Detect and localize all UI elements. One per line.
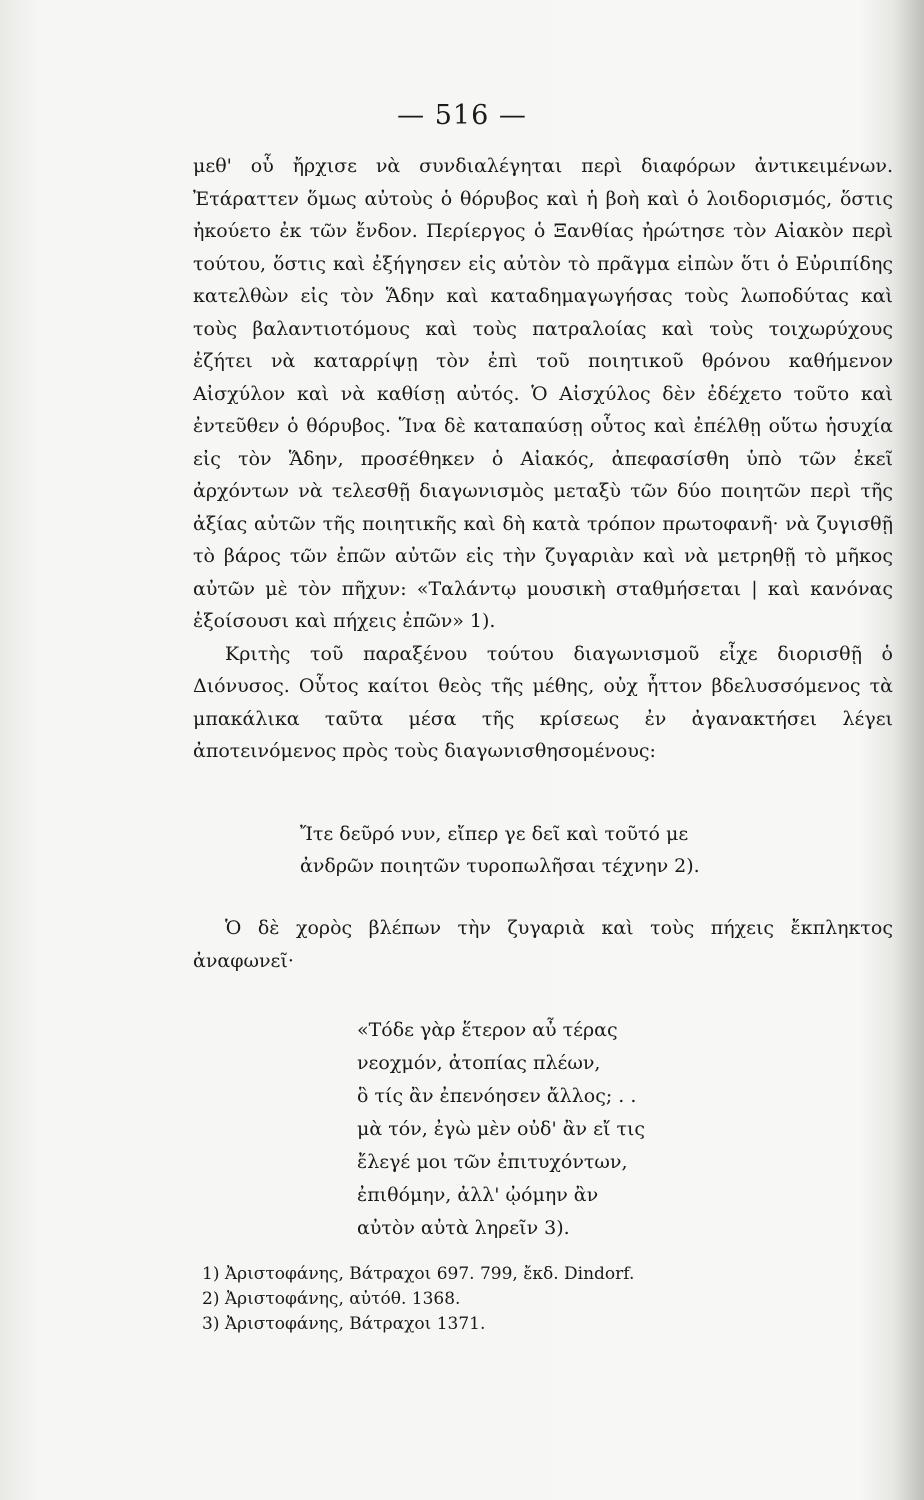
ode-line: νεοχμόν, ἀτοπίας πλέων, (357, 1052, 601, 1074)
footnote-1: 1) Ἀριστοφάνης, Βάτραχοι 697. 799, ἔκδ. Dindorf. (202, 1264, 635, 1284)
verse-line: Ἴτε δεῦρό νυν, εἴπερ γε δεῖ καὶ τοῦτό με (300, 823, 689, 845)
ode-line: μὰ τόν, ἐγὼ μὲν οὐδ' ἂν εἴ τις (357, 1118, 646, 1140)
ode-line: ὃ τίς ἂν ἐπενόησεν ἄλλος; . . (357, 1085, 637, 1107)
ode-line: «Τόδε γὰρ ἕτερον αὖ τέρας (357, 1019, 618, 1041)
chorus-paragraph: Ὁ δὲ χορὸς βλέπων τὴν ζυγαριὰ καὶ τοὺς πήχεις ἔκπληκτος ἀναφωνεῖ· (193, 917, 893, 972)
verse-line: ἀνδρῶν ποιητῶν τυροπωλῆσαι τέχνην 2). (300, 855, 700, 877)
page-number: — 516 — (397, 100, 527, 131)
ode-line: αὐτὸν αὐτὰ ληρεῖν 3). (357, 1217, 570, 1239)
footnote-2: 2) Ἀριστοφάνης, αὐτόθ. 1368. (202, 1289, 461, 1309)
page-edge-shadow (894, 0, 924, 1500)
ode-line: ἔλεγέ μοι τῶν ἐπιτυχόντων, (357, 1151, 628, 1173)
footnotes (202, 1262, 634, 1337)
paragraph-2: Κριτὴς τοῦ παραξένου τούτου διαγωνισμοῦ εἶχε διορισθῇ ὁ Διόνυσος. Οὗτος καίτοι θεὸς τῆς μέθης, οὐχ ἧττον βδελυσσόμενος τὰ μπακάλικα ταῦτα μέσα τῆς κρίσεως ἐν ἀγανακτήσει λέγει ἀποτεινόμενος πρὸς τοὺς διαγωνισθησομένους: (193, 642, 893, 762)
ode-line: ἐπιθόμην, ἀλλ' ᾠόμην ἂν (357, 1184, 599, 1206)
paragraph-1: μεθ' οὗ ἤρχισε νὰ συνδιαλέγηται περὶ διαφόρων ἀντικειμένων. Ἐτάραττεν ὅμως αὐτοὺς ὁ θόρυβος καὶ ἡ βοὴ καὶ ὁ λοιδορισμός, ὅστις ἠκούετο ἐκ τῶν ἔνδον. Περίεργος ὁ Ξανθίας ἠρώτησε τὸν Αἰακὸν περὶ τούτου, ὅστις καὶ ἐξήγησεν εἰς αὐτὸν τὸ πρᾶγμα εἰπὼν ὅτι ὁ Εὐριπίδης κατελθὼν εἰς τὸν Ἅδην καὶ καταδημαγωγήσας τοὺς λωποδύτας καὶ τοὺς βαλαντιοτόμους καὶ τοὺς πατραλοίας καὶ τοὺς τοιχωρύχους ἐζήτει νὰ καταρρίψῃ τὸν ἐπὶ τοῦ ποιητικοῦ θρόνου καθήμενον Αἰσχύλον καὶ νὰ καθίσῃ αὐτός. Ὁ Αἰσχύλος δὲν ἐδέχετο τοῦτο καὶ ἐντεῦθεν ὁ θόρυβος. Ἵνα δὲ καταπαύσῃ οὗτος καὶ ἐπέλθῃ οὕτω ἡσυχία εἰς τὸν Ἅδην, προσέθηκεν ὁ Αἰακός, ἀπεφασίσθη ὑπὸ τῶν ἐκεῖ ἀρχόντων νὰ τελεσθῇ διαγωνισμὸς μεταξὺ τῶν δύο ποιητῶν περὶ τῆς ἀξίας αὐτῶν τῆς ποιητικῆς καὶ δὴ κατὰ τρόπον πρωτοφανῆ· νὰ ζυγισθῇ τὸ βάρος τῶν ἐπῶν αὐτῶν εἰς τὴν ζυγαριὰν καὶ νὰ μετρηθῇ τὸ μῆκος αὐτῶν μὲ τὸν πῆχυν: «Ταλάντῳ μουσικὴ σταθμήσεται | καὶ κανόνας ἐξοίσουσι καὶ πήχεις ἐπῶν» 1). (193, 155, 893, 632)
verse-quote (300, 818, 700, 882)
body-text (193, 150, 893, 768)
ode-quote (357, 1014, 645, 1245)
footnote-3: 3) Ἀριστοφάνης, Βάτραχοι 1371. (202, 1314, 486, 1334)
